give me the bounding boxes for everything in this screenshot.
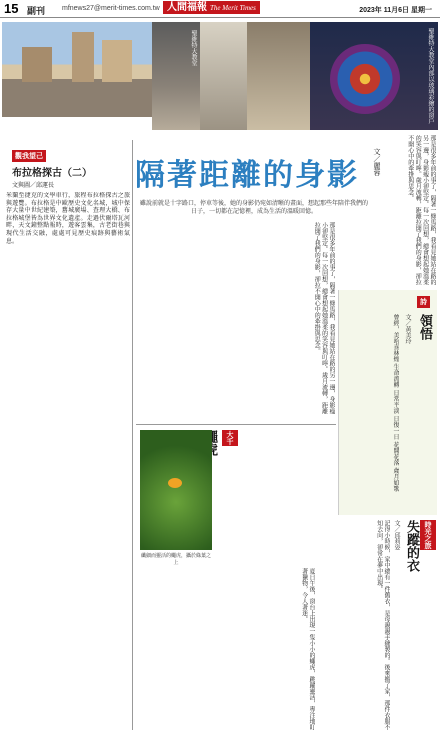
photo-stained-glass bbox=[310, 22, 438, 130]
poem-badge: 詩 bbox=[417, 296, 430, 308]
poem-box bbox=[338, 290, 437, 515]
photo-prague-street bbox=[2, 22, 152, 117]
poem-title: 領悟 bbox=[417, 314, 432, 340]
poem-author: 文／黃美玲 bbox=[404, 314, 411, 344]
contact-email[interactable]: mfnews27@merit-times.com.tw bbox=[62, 5, 160, 12]
feature-title: 隔著距離的身影 bbox=[135, 158, 359, 193]
memory-badge: 時光之旅 bbox=[420, 520, 436, 550]
photo-caption: 聖維特大教堂內部以玻璃彩繪的窗戶 bbox=[427, 28, 434, 124]
poem-lines: 曾經，美哈喜林煙 生命流轉 日常平淡 日復一日 花開花落 歲月如歌 bbox=[392, 314, 399, 492]
issue-date: 2023年 11月6日 星期一 bbox=[359, 7, 432, 14]
feature-byline: 文／麗蓉 bbox=[373, 148, 381, 176]
photo-jumping-spider bbox=[140, 430, 212, 550]
article-body: 米蘭至捷克的文學車行，旅程布拉格探古之旅與遊覽。布拉格是中歐歷史文化名城，城中保存大量中世紀建築，舊城廣場、查理大橋、布拉格城堡皆為世界文化遺產。走過伏爾塔瓦河畔，天文鐘整點報時，遊客雲集，古老街巷與現代生活交融，處處可見歷史痕跡與藝術氣息。 bbox=[6, 192, 130, 245]
insect-badge: 大千 bbox=[222, 430, 238, 446]
photo-cathedral-arches bbox=[247, 22, 310, 130]
insect-body: 夏日午後，窗台上出現一隻小小的蠅虎，跳躍靈活，專注地盯著獵物，令人著迷。 bbox=[300, 568, 315, 730]
rose-window bbox=[330, 44, 400, 114]
article-title: 布拉格探古（二） bbox=[12, 168, 92, 179]
section-name: 副刊 bbox=[27, 6, 46, 16]
memory-author: 文／邱莉姿 bbox=[393, 520, 400, 550]
feature-intro: 雖說前就是十字路口，停車等後，她的身影仍宛如清晰的畫面，想起那些年陪伴我們的日子，一切都在記憶裡，成為生活的溫暖回憶。 bbox=[140, 200, 369, 215]
section-divider bbox=[136, 424, 336, 425]
photo-caption: 聖維特大教堂 bbox=[190, 30, 197, 66]
newspaper-logo: 人間福報 The Merit Times bbox=[163, 1, 260, 14]
masthead bbox=[0, 0, 440, 18]
memory-title: 失蹤的衣 bbox=[404, 520, 419, 572]
memory-body: 記得小時候，家中總有一件舊衣，是母親親手縫製的。後來搬了家，那件衣服不知去向，卻常在夢中出現。 bbox=[375, 520, 390, 730]
feature-body-cont: 那是很多年前的事了，隔著一條馬路，我看見她站在路的另一邊，身影瘦小卻堅定。每一次回想，總會想起她溫柔的笑容與叮嚀。歲月流轉，距離拉開了我們的身影，卻拉不開心中的牽掛與思念。 bbox=[406, 135, 436, 285]
photo-cathedral-exterior bbox=[152, 22, 200, 130]
column-divider bbox=[132, 140, 133, 730]
photo-cathedral-nave bbox=[200, 22, 247, 130]
photo-caption: 纖細而靈活的蠅虎，攝於綠葉之上 bbox=[140, 553, 211, 566]
column-badge: 觀我望己 bbox=[12, 150, 46, 162]
page-number: 15 bbox=[4, 1, 19, 16]
feature-body: 那是很多年前的事了，隔著一條馬路，我看見她站在路的另一邊，身影瘦小卻堅定。每一次回想，總會想起她溫柔的笑容與叮嚀。歲月流轉，距離拉開了我們的身影，卻拉不開心中的牽掛與思念。 bbox=[313, 222, 335, 414]
article-byline: 文與圖／邱運長 bbox=[12, 182, 55, 189]
